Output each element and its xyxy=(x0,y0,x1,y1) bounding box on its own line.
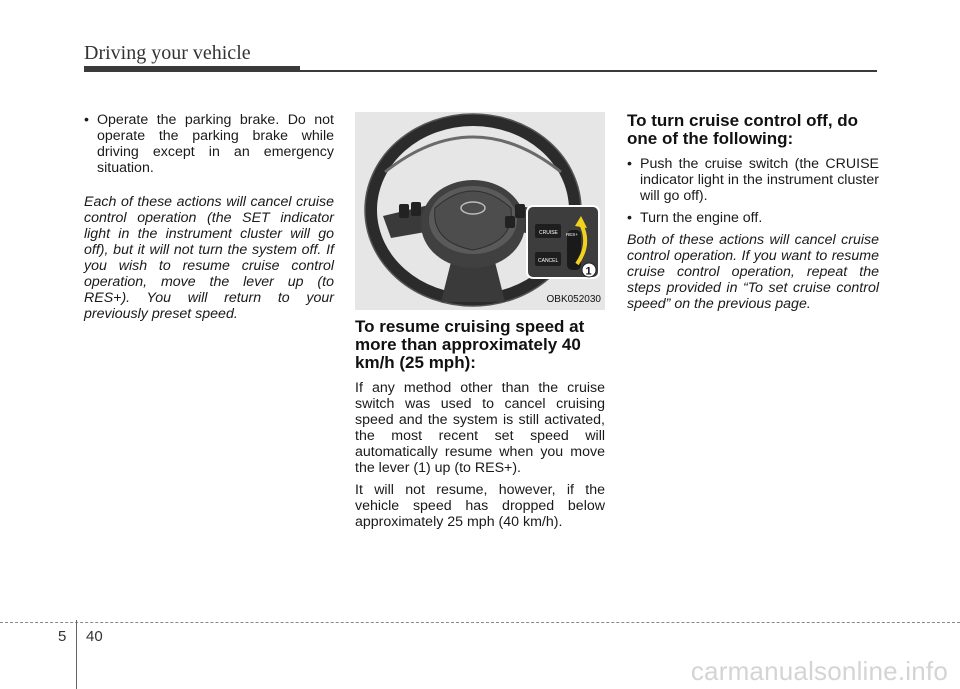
footer-dashed-rule xyxy=(0,622,960,623)
page-header-title: Driving your vehicle xyxy=(84,42,251,64)
resume-para-1: If any method other than the cruise switch was used to cancel cruising speed and the system is still activated, the most recent set speed will automatically resume when you move the lever (1) up (to RES+). xyxy=(355,380,605,476)
header-rule-thick xyxy=(84,66,300,72)
column-left xyxy=(84,112,334,322)
resume-heading: To resume cruising speed at more than approximately 40 km/h (25 mph): xyxy=(355,317,585,372)
off-note: Both of these actions will cancel cruise control operation. If you want to resume cruise control operation, repeat the steps provided in “To set cruise control speed” on the previous page. xyxy=(627,232,879,312)
off-heading: To turn cruise control off, do one of the following: xyxy=(627,111,859,148)
column-right xyxy=(627,112,879,312)
watermark: carmanualsonline.info xyxy=(690,656,948,686)
bullet-parking-brake: • Operate the parking brake. Do not operate the parking brake while driving except in an emergency situation. xyxy=(84,112,334,176)
footer-vertical-rule xyxy=(76,620,77,689)
cancel-note: Each of these actions will cancel cruise control operation (the SET indicator light in the instrument cluster will go off), but it will not turn the system off. If you wish to resume cruise control operation, move the lever up (to RES+). You will return to your previously preset speed. xyxy=(84,194,334,322)
steering-wheel-figure xyxy=(355,112,605,310)
callout-number: 1 xyxy=(585,265,592,278)
header-rule-thin xyxy=(300,70,877,72)
resume-para-2: It will not resume, however, if the vehicle speed has dropped below approximately 25 mph (40 km/h). xyxy=(355,482,605,530)
section-number: 5 xyxy=(58,628,67,645)
steering-wheel-illustration xyxy=(355,112,605,310)
inset-label-cancel: CANCEL xyxy=(538,258,559,264)
page-number: 40 xyxy=(86,628,103,645)
figure-code: OBK052030 xyxy=(546,294,601,305)
off-bullet-2: • Turn the engine off. xyxy=(627,210,879,226)
off-bullet-1: • Push the cruise switch (the CRUISE indicator light in the instrument cluster will go off). xyxy=(627,156,879,204)
inset-label-res: RES+ xyxy=(566,232,578,237)
inset-label-cruise: CRUISE xyxy=(539,230,558,236)
column-middle xyxy=(355,112,605,530)
